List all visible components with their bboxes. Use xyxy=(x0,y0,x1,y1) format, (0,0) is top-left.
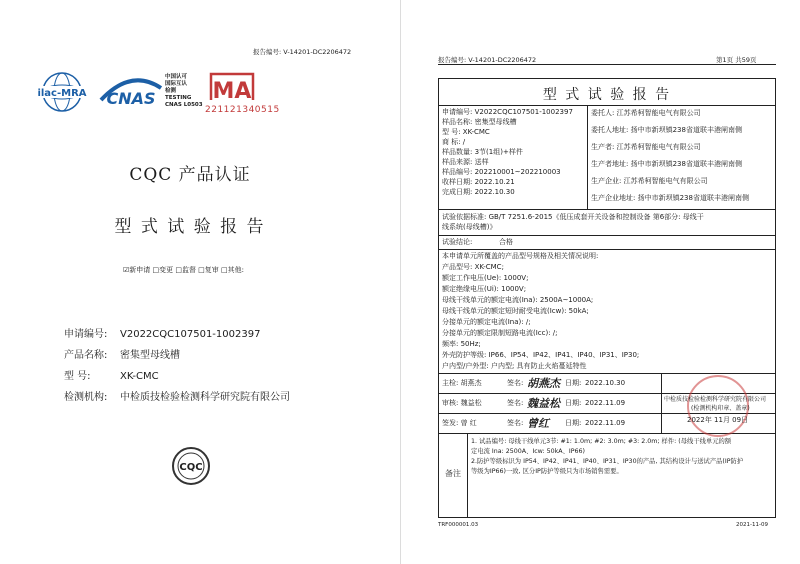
ilac-mra-logo xyxy=(33,72,91,112)
cnas-logo-text: CNAS xyxy=(106,89,156,108)
conclusion-label: 试验结论: xyxy=(442,238,473,246)
cover-page xyxy=(5,6,375,558)
report-number: 报告编号: V-14201-DC2206472 xyxy=(253,48,352,56)
test-standard-line1: 试验依据标准: GB/T 7251.6-2015《低压成套开关设备和控制设备 第6部分: 母线干 xyxy=(442,213,704,221)
field-model: 型 号: XK-CMC xyxy=(64,371,159,382)
report-number: 报告编号: V-14201-DC2206472 xyxy=(438,56,537,64)
page-info: 第1页 共59页 xyxy=(716,56,757,64)
page-divider xyxy=(400,0,401,564)
conclusion-value: 合格 xyxy=(499,238,513,246)
ma-number: 221121340515 xyxy=(205,105,280,115)
cnas-side-text: 中国认可 国际互认 检测 TESTING CNAS L0503 xyxy=(165,74,203,108)
field-testing-institution: 检测机构: 中检质技检验检测科学研究院有限公司 xyxy=(64,392,290,403)
test-standard-line2: 线系统(母线槽)》 xyxy=(442,223,497,231)
report-title: 型 式 试 验 报 告 xyxy=(542,87,672,103)
footer-date: 2021-11-09 xyxy=(736,522,768,528)
signature-reviewer: 魏益松 xyxy=(527,397,560,410)
ma-logo-text: MA xyxy=(212,79,252,104)
report-table: 型 式 试 验 报 告 申请编号: V2022CQC107501-1002397 样品名称: 密集型母线槽 型 号: XK-CMC 商 标: / 样品数量: 3节(1组)+样件 样品来源: 送样 样品编号: 202210001~202210003 收样日期: 2022.10.21 完成日期: 2022.10.30 委托人: 江苏希柯智能电气有限公司 委托人地址: 扬中市新坝镇238省道联丰港闸南侧 生产者: 江苏希柯智能电气有限公司 生产者地址: 扬中市新坝镇238省道联丰港闸南侧 生产企业: 江苏希柯智能电气有限公司 生产企业地址: 扬中市新坝镇238省道联丰港闸南侧 试验依据标准: GB/T 7251.6-2015《低压成套开关设备和控制设备 第6部分: 母线干 线系统(母线槽)》 试验结论: 合格 本申请单元所覆盖的产品型号规格及相关情况说明: 产品型号: XK-CMC; 额定工作电压(Ue): 1000V; 额定绝缘电压(Ui): 1000V; 母线干线单元的额定电流(Ina): 2500A~1000A; 母线干线单元的额定短时耐受电流(Icw): 50kA; 分接单元的额定电流(Ina): /; 分接单元的额定限制短路电流(Icc): /; 频率: 50Hz; 外壳防护等级: IP66、IP54、IP42、IP41、IP40、IP31、IP30; 户内型/户外型: 户内型; 具有防止火焰蔓延特性 主检: 胡燕杰 签名: 胡燕杰 日期: 2022.10.30 审核: 魏益松 签名: 魏益松 日期: 2022.11.09 签发: 曾 红 签名: 曾红 日期: 2022.11.09 中检质技检验检测科学研究院有限公司 (检测机构印章、盖章) 2022年 11月 09日 备注 1. 试品编号: 母线干线单元3节: #1: 1.0m; #2: 3.0m; #3: 2.0m; 样件: (母线干线单元的额 定电流 Ina: 2500A、Icw: 50kA、IP66) 2.防护等级标识为 IP54、IP42、IP41、IP40、IP31、IP30的产品, 其结构设计与送试产品(IP防护 等级为IP66)一致, 区分IP防护等级只为市场销售需要。 xyxy=(438,78,776,518)
signature-issuer: 曾红 xyxy=(527,417,549,430)
cover-title: CQC 产品认证 xyxy=(129,165,251,185)
header-rule xyxy=(438,64,776,65)
cnas-logo xyxy=(97,74,165,112)
field-product-name: 产品名称: 密集型母线槽 xyxy=(64,350,180,361)
issue-date: 2022年 11月 09日 xyxy=(687,416,749,424)
cqc-seal-text: CQC xyxy=(179,462,203,473)
report-page xyxy=(418,6,790,558)
footer-form-code: TRF000001.03 xyxy=(438,522,479,528)
field-application-no: 申请编号: V2022CQC107501-1002397 xyxy=(64,329,261,340)
signature-inspector: 胡燕杰 xyxy=(527,377,560,390)
issuer-name: 中检质技检验检测科学研究院有限公司 xyxy=(664,396,767,403)
cqc-seal xyxy=(168,446,214,486)
issuer-seal-note: (检测机构印章、盖章) xyxy=(691,405,750,412)
ma-logo xyxy=(205,70,259,104)
application-type-options: ☑新申请 □变更 □监督 □复审 □其他: xyxy=(123,266,244,274)
ilac-logo-text: ilac-MRA xyxy=(37,88,87,99)
cover-subtitle: 型 式 试 验 报 告 xyxy=(114,217,266,237)
remarks-label: 备注 xyxy=(445,469,461,478)
